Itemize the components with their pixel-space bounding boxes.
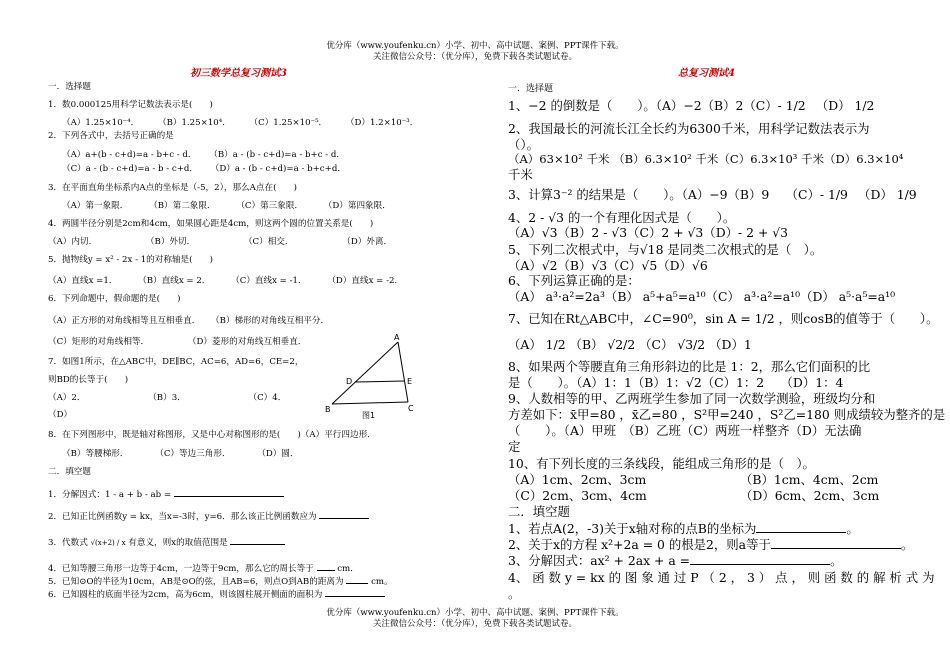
right-q9-line4: 定	[508, 439, 521, 454]
right-section-choice: 一．选择题	[508, 84, 554, 94]
right-q8: 8、如果两个等腰直角三角形斜边的比是 1：2，那么它们面积的比	[508, 359, 871, 374]
header-line-1: 优分库（www.youfenku.cn）小学、初中、高中试题、案例、PPT课件下载。	[326, 41, 624, 51]
right-section-fill: 二．填空题	[508, 504, 570, 519]
label-c: C	[408, 404, 414, 413]
left-f5	[48, 575, 393, 588]
right-f4-line2: 。	[508, 586, 521, 601]
right-q10-option-c: （C）2cm、3cm、4cm	[508, 488, 647, 503]
option: （C）等边三角形．	[155, 449, 231, 459]
right-f2	[508, 537, 913, 552]
right-q6: 6、下列运算正确的是：	[508, 273, 640, 288]
left-q6: 6．下列命题中，假命题的是( )	[48, 294, 181, 304]
left-title: 初三数学总复习测试3	[190, 68, 287, 79]
option: （A）2．	[48, 393, 86, 403]
right-q9: 9、人数相等的甲、乙两班学生参加了同一次数学测验，班级均分和	[508, 391, 876, 406]
footer-line-1: 优分库（www.youfenku.cn）小学、初中、高中试题、案例、PPT课件下载。	[326, 608, 624, 618]
label-b: B	[325, 405, 331, 414]
side-ac	[398, 342, 408, 402]
right-q2-line2: （）。	[508, 137, 539, 152]
left-f1	[48, 488, 284, 501]
left-q7: 7．如图1所示，在△ABC中，DE∥BC，AC=6，AD=6，CE=2，	[48, 357, 304, 367]
option: （D）a - (b - c+d)=a - b+c+d．	[210, 164, 346, 174]
right-f1	[508, 521, 859, 536]
left-q2-options-row1	[62, 150, 345, 161]
option: （B）1.25×10⁴．	[157, 118, 231, 128]
left-q6-options-row2	[48, 337, 306, 348]
left-q1: 1．数0.000125用科学记数法表示是( )	[48, 100, 213, 110]
radical-expression: √(x+2) / x	[90, 539, 126, 547]
option: （D）1.2×10⁻³．	[345, 118, 419, 128]
left-q5: 5．抛物线y = x² - 2x - 1的对称轴是( )	[48, 255, 214, 265]
left-q3: 3．在平面直角坐标系内A点的坐标是（-5，2），那么A点在( )	[48, 183, 297, 193]
option: （D）直线x = -2．	[327, 276, 404, 286]
answer-blank[interactable]	[319, 510, 369, 519]
label-a: A	[394, 333, 400, 342]
option: （D）第四象限．	[323, 201, 391, 211]
right-q6-options: （A） a³·a²=2a³（B） a⁵+a⁵=a¹⁰（C） a³·a²=a¹⁰（D） a⁵·a⁵=a¹⁰	[508, 289, 896, 304]
left-q5-options	[48, 276, 403, 287]
left-q2: 2．下列各式中，去括号正确的是	[48, 131, 174, 141]
left-q2-options-row2	[62, 164, 346, 175]
question-text: 5．已知⊙O的半径为10cm，AB是⊙O的弦，且AB=6，则点O到AB的距离为	[48, 577, 344, 587]
option: （A）内切．	[48, 237, 98, 247]
left-q6-options-row1	[48, 316, 329, 327]
end-mark: 。	[830, 553, 843, 568]
question-text: 1、若点A(2，-3)关于x轴对称的点B的坐标为	[508, 521, 757, 536]
answer-blank[interactable]	[325, 588, 385, 597]
option: （D）菱形的对角线互相垂直．	[187, 337, 307, 347]
left-q8-options	[62, 449, 299, 460]
option: （A）1.25×10⁻⁴．	[62, 118, 140, 128]
option: （B）a - (b - c+d)=a - b+c - d．	[209, 150, 345, 160]
segment-de	[356, 381, 404, 382]
right-q10-option-a: （A）1cm、2cm、3cm	[508, 472, 647, 487]
left-f6	[48, 588, 385, 601]
left-q4-options	[48, 237, 392, 248]
unit: cm．	[337, 564, 359, 574]
option: （C）4．	[248, 393, 287, 403]
option: （B）3．	[148, 393, 186, 403]
question-text: 有意义，则x的取值范围是	[128, 538, 228, 548]
right-q5-options: （A）√2（B）√3（C）√5（D）√6	[508, 258, 708, 273]
end-mark: 。	[900, 537, 914, 552]
option: （A）正方形的对角线相等且互相垂直．	[48, 316, 201, 326]
question-text: 6．已知圆柱的底面半径为2cm，高为6cm，则该圆柱展开侧面的面积为	[48, 590, 323, 600]
left-q8: 8．在下列图形中，既是轴对称图形，又是中心对称图形的是( )（A）平行四边形．	[48, 430, 376, 440]
right-q7: 7、已知在Rt△ABC中，∠C=90⁰，sin A = 1/2 ，则cosB的值等于（ ）。	[508, 311, 939, 326]
question-text: 3、分解因式：ax² + 2ax + a =	[508, 553, 691, 568]
option: （D）外离．	[342, 237, 393, 247]
question-text: 4．已知等腰三角形一边等于4cm，一边等于9cm，那么它的周长等于	[48, 564, 314, 574]
left-q4: 4．两圆半径分别是2cm和4cm，如果圆心距是4cm，则这两个圆的位置关系是( )	[48, 219, 374, 229]
figure-caption: 图1	[362, 411, 376, 420]
right-q2-line4: 千米	[508, 167, 533, 182]
right-q5: 5、下列二次根式中，与√18 是同类二次根式的是（ ）。	[508, 242, 823, 257]
answer-blank[interactable]	[174, 488, 284, 497]
option: （C）矩形的对角线相等．	[48, 337, 150, 347]
left-q7-options	[48, 393, 286, 404]
end-mark: 。	[846, 521, 859, 536]
option: （D）圆．	[257, 449, 299, 459]
option: （B）等腰梯形．	[62, 449, 129, 459]
option: （C）直线x = -1．	[231, 276, 307, 286]
right-q10-option-b: （B）1cm、4cm、2cm	[740, 472, 879, 487]
right-q4: 4、2 - √3 的一个有理化因式是（ ）。	[508, 210, 736, 225]
answer-blank[interactable]	[771, 537, 901, 549]
answer-blank[interactable]	[346, 575, 368, 584]
option: （B）外切．	[145, 237, 196, 247]
left-q7-option-d: （D）	[48, 410, 73, 420]
answer-blank[interactable]	[230, 536, 285, 545]
triangle-figure	[322, 332, 432, 424]
footer-line-2: 关注微信公众号：（优分库），免费下载各类试题试卷。	[372, 619, 577, 629]
option: （C）1.25×10⁻⁵．	[249, 118, 328, 128]
left-q1-options	[62, 118, 418, 129]
left-f4	[48, 562, 359, 575]
question-text: 1．分解因式：1 - a + b - ab =	[48, 490, 172, 500]
right-q3: 3、计算3⁻² 的结果是（ ）。（A）−9（B）9 （C）- 1/9 （D） 1/9	[508, 187, 917, 202]
right-q1: 1、−2 的倒数是（ ）。（A）−2（B）2（C）- 1/2 （D） 1/2	[508, 98, 875, 113]
right-f3	[508, 553, 842, 568]
option: （A）第一象限．	[62, 201, 129, 211]
left-q3-options	[62, 201, 391, 212]
option: （C）相交．	[243, 237, 294, 247]
left-f2	[48, 510, 369, 523]
label-e: E	[407, 377, 413, 386]
question-text: 2、关于x的方程 x²+2a = 0 的根是2，则a等于	[508, 537, 771, 552]
right-title: 总复习测试4	[678, 68, 735, 79]
side-ab	[332, 342, 398, 404]
option: （A）直线x =1．	[48, 276, 118, 286]
option: （B）第二象限．	[149, 201, 216, 211]
right-f4: 4、 函 数 y = kx 的 图 象 通 过 P （ 2 ， 3 ） 点 ， 则 函 数 的 解 析 式 为	[508, 570, 935, 585]
left-section-fill: 二．填空题	[48, 467, 91, 477]
right-q4-options: （A）√3（B）2 - √3（C）2 + √3（D）- 2 + √3	[508, 225, 789, 240]
header-line-2: 关注微信公众号：（优分库），免费下载各类试题试卷。	[372, 52, 577, 62]
figure-1	[322, 332, 432, 424]
left-section-choice: 一．选择题	[48, 82, 91, 92]
right-q2-options: （A）63×10² 千米 （B）6.3×10² 千米（C）6.3×10³ 千米（D）6.3×10⁴	[508, 152, 904, 166]
right-q9-line2: 方差如下：x̄甲=80 ，x̄乙=80 ，S²甲=240 ，S²乙=180 则成绩较为整齐的是	[508, 407, 946, 422]
answer-blank[interactable]	[756, 521, 846, 533]
option: （B）梯形的对角线互相平分．	[211, 316, 330, 326]
side-bc	[332, 402, 408, 404]
right-q7-options: （A） 1/2 （B） √2/2 （C） √3/2 （D）1	[508, 337, 752, 352]
answer-blank[interactable]	[690, 553, 830, 565]
answer-blank[interactable]	[317, 562, 335, 571]
option: （C）第三象限．	[236, 201, 304, 211]
option: （B）直线x = 2．	[138, 276, 211, 286]
right-q10: 10、有下列长度的三条线段，能组成三角形的是（ ）。	[508, 456, 815, 471]
question-text: 2．已知正比例函数y = kx，当x=-3时，y=6．那么该正比例函数应为	[48, 512, 317, 522]
label-d: D	[346, 377, 353, 386]
unit: cm。	[371, 577, 393, 587]
left-q7-line2: 则BD的长等于( )	[48, 375, 129, 385]
right-q10-option-d: （D）6cm、2cm、3cm	[740, 488, 880, 503]
option: （A）a+(b - c+d)=a - b+c - d．	[62, 150, 197, 160]
right-q2: 2、我国最长的河流长江全长约为6300千米，用科学记数法表示为	[508, 121, 870, 136]
question-text: 3．代数式	[48, 538, 88, 548]
right-q8-line2: 是（ ）。（A）1：1（B）1：√2（C）1：2 （D）1：4	[508, 375, 844, 390]
left-f3	[48, 536, 285, 549]
right-q9-line3: （ ）。（A）甲班 （B）乙班（C）两班一样整齐（D）无法确	[508, 423, 862, 438]
option: （C）a - (b - c+d)=a - b - c+d．	[62, 164, 199, 174]
